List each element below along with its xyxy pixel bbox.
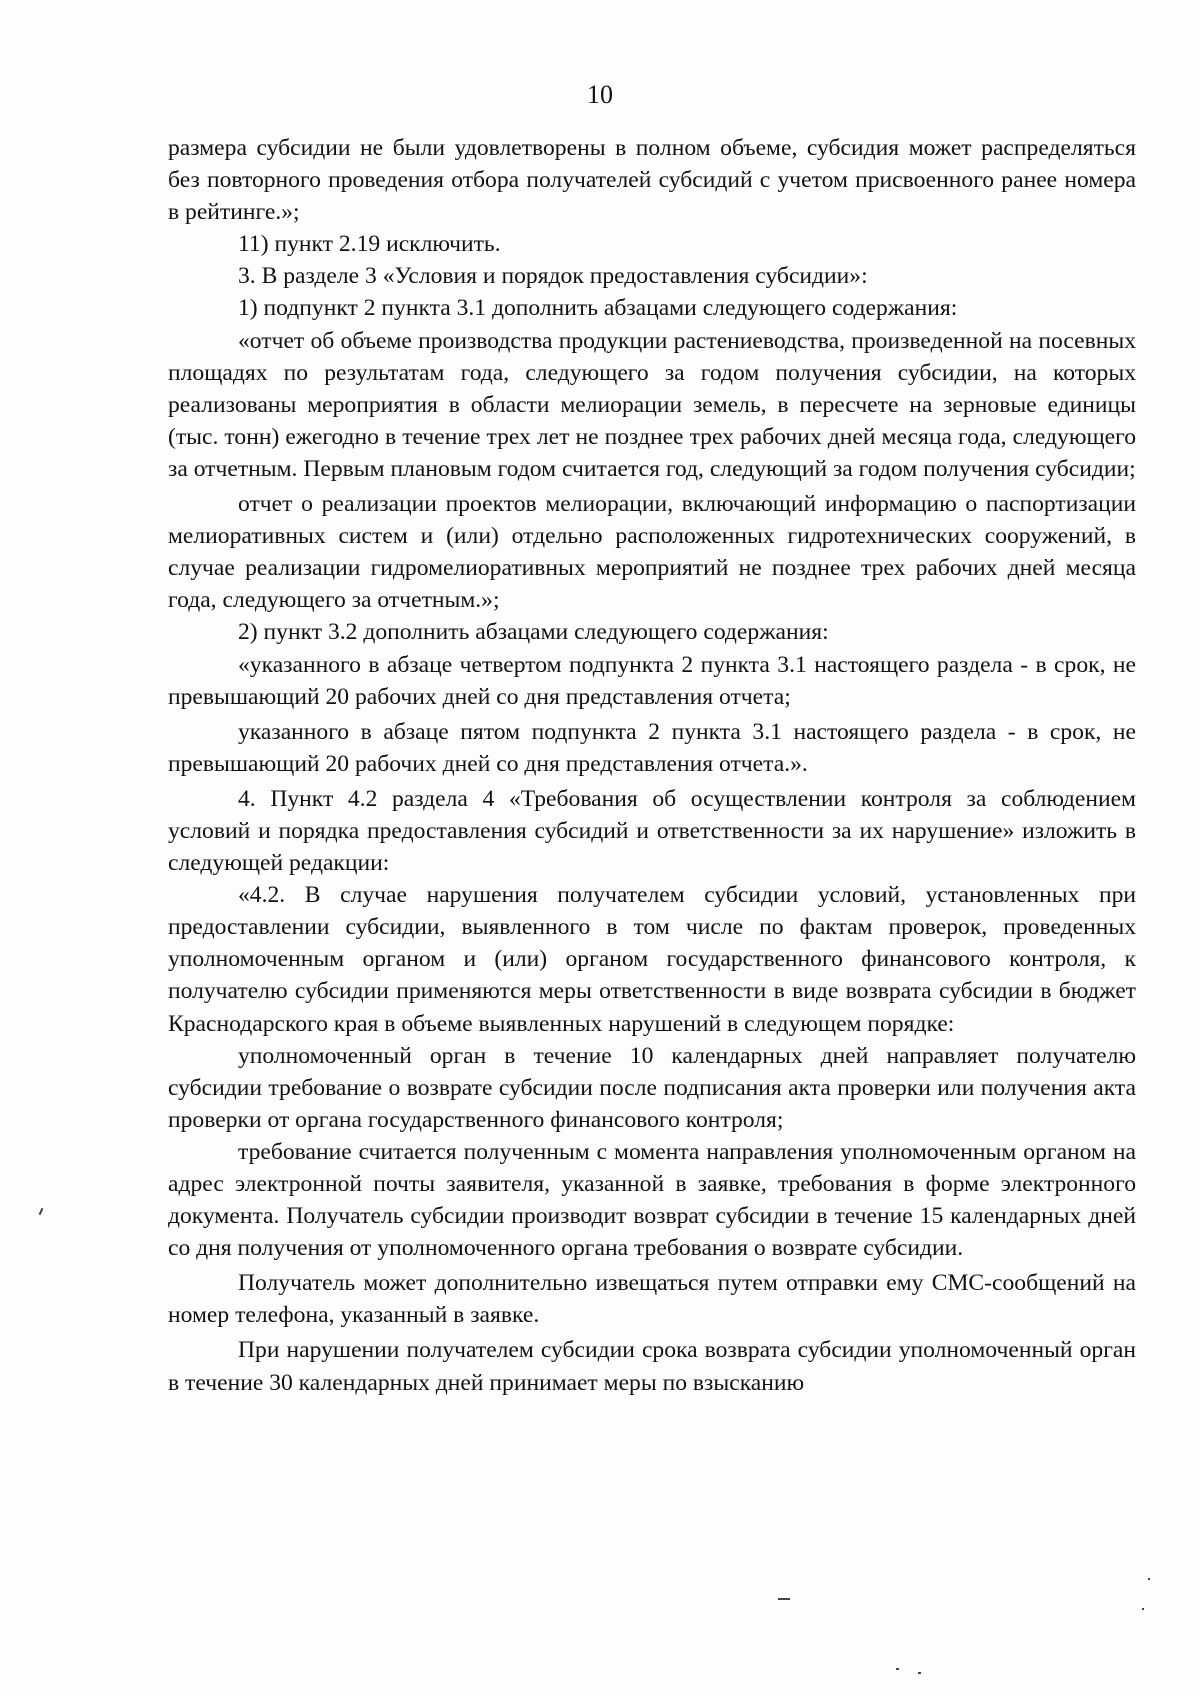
document-body <box>168 132 1136 1399</box>
paragraph-8: «указанного в абзаце четвертом подпункта 2 пункта 3.1 настоящего раздела - в срок, не превышающий 20 рабочих дней со дня представления отчета; <box>168 651 1136 710</box>
scan-speck <box>39 1208 44 1215</box>
paragraph-7: 2) пункт 3.2 дополнить абзацами следующего содержания: <box>238 619 829 646</box>
paragraph-3: 3. В разделе 3 «Условия и порядок предоставления субсидии»: <box>238 263 868 290</box>
paragraph-14: Получатель может дополнительно извещаться путем отправки ему СМС-сообщений на номер телефона, указанный в заявке. <box>168 1270 1136 1329</box>
paragraph-13: требование считается полученным с момента направления уполномоченным органом на адрес электронной почты заявителя, указанной в заявке, требования в форме электронного документа. Получатель субсидии производит возврат субсидии в течение 15 календарных дней со дня получения от уполномоченного органа требования о возврате субсидии. <box>168 1138 1136 1262</box>
paragraph-4: 1) подпункт 2 пункта 3.1 дополнить абзацами следующего содержания: <box>238 295 958 322</box>
paragraph-2: 11) пункт 2.19 исключить. <box>238 231 501 258</box>
scan-speck <box>1148 1578 1150 1580</box>
scan-speck <box>896 1668 899 1670</box>
paragraph-9: указанного в абзаце пятом подпункта 2 пункта 3.1 настоящего раздела - в срок, не превышающий 20 рабочих дней со дня представления отчета.». <box>168 718 1136 777</box>
paragraph-12: уполномоченный орган в течение 10 календарных дней направляет получателю субсидии требование о возврате субсидии после подписания акта проверки или получения акта проверки от органа государственного финансового контроля; <box>168 1042 1136 1133</box>
paragraph-11: «4.2. В случае нарушения получателем субсидии условий, установленных при предоставлении субсидии, выявленного в том числе по фактам проверок, проведенных уполномоченным органом и (или) органом государственного финансового контроля, к получателю субсидии применяются меры ответственности в виде возврата субсидии в бюджет Краснодарского края в объеме выявленных нарушений в следующем порядке: <box>168 882 1136 1037</box>
scan-speck <box>1142 1608 1144 1610</box>
paragraph-10: 4. Пункт 4.2 раздела 4 «Требования об осуществлении контроля за соблюдением условий и порядка предоставления субсидий и ответственности за их нарушение» изложить в следующей редакции: <box>168 785 1136 877</box>
paragraph-6: отчет о реализации проектов мелиорации, включающий информацию о паспортизации мелиоративных систем и (или) отдельно расположенных гидротехнических сооружений, в случае реализации гидромелиоративных мероприятий не позднее трех рабочих дней месяца года, следующего за отчетным.»; <box>168 491 1136 614</box>
paragraph-1: размера субсидии не были удовлетворены в полном объеме, субсидия может распределяться без повторного проведения отбора получателей субсидий с учетом присвоенного ранее номера в рейтинге.»; <box>168 135 1136 226</box>
scan-speck <box>778 1598 790 1600</box>
scan-speck <box>918 1672 921 1674</box>
paragraph-15: При нарушении получателем субсидии срока возврата субсидии уполномоченный орган в течение 30 календарных дней принимает меры по взысканию <box>168 1337 1136 1396</box>
paragraph-5: «отчет об объеме производства продукции растениеводства, произведенной на посевных площадях по результатам года, следующего за годом получения субсидии, на которых реализованы мероприятия в области мелиорации земель, в пересчете на зерновые единицы (тыс. тонн) ежегодно в течение трех лет не позднее трех рабочих дней месяца года, следующего за отчетным. Первым плановым годом считается год, следующий за годом получения субсидии; <box>168 327 1136 482</box>
page-number: 10 <box>587 80 613 109</box>
